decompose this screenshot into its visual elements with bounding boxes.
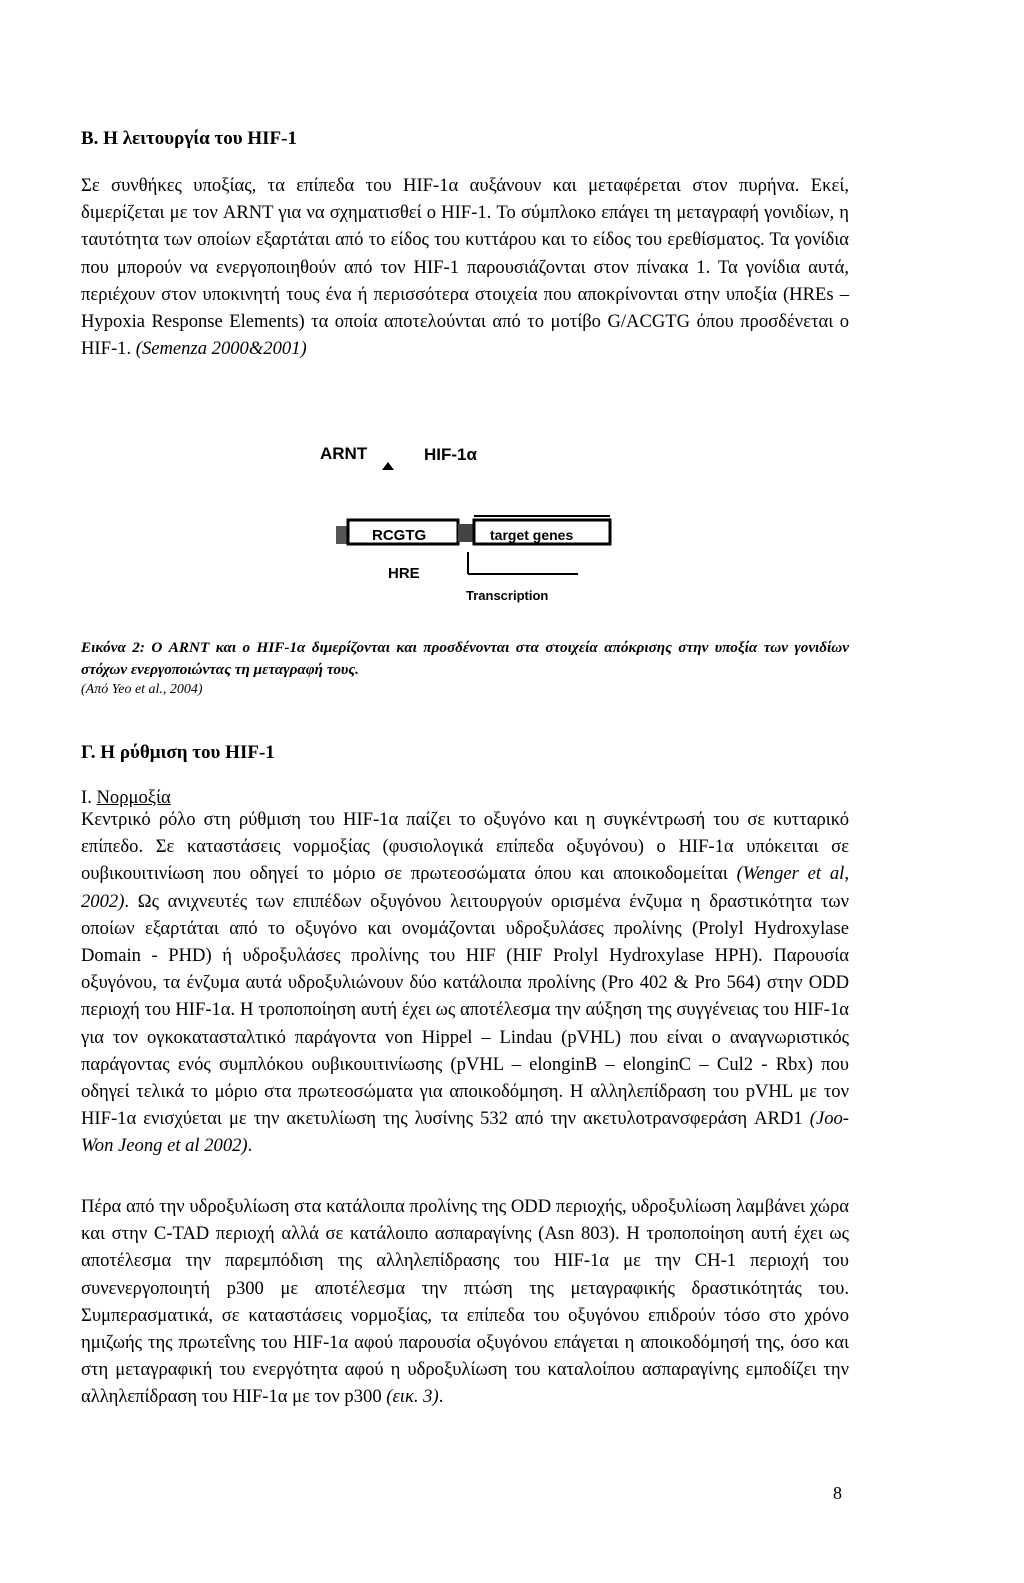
arnt-label: ARNT xyxy=(320,444,368,463)
caption-text: Ο ARNT και ο HIF-1α διμερίζονται και προσδένονται στα στοιχεία απόκρισης στην υποξία των γονιδίων στόχων ενεργοποιώντας τη μεταγραφή τους. xyxy=(81,639,849,678)
transcription-label: Transcription xyxy=(466,588,549,603)
figure-svg xyxy=(300,432,640,612)
citation: (Wenger et al, 2002) xyxy=(81,863,849,912)
figure-reference: (εικ. 3) xyxy=(386,1386,439,1408)
paragraph-text: Κεντρικό ρόλο στη ρύθμιση του HIF-1α παίζει το οξυγόνο και η συγκέντρωσή του σε κυτταρικό επίπεδο. Σε καταστάσεις νορμοξίας (φυσιολογικά επίπεδα οξυγόνου) ο HIF-1α υπόκειται σε ουβικουιτινίωση που οδηγεί το μόριο σε πρωτεοσώματα όπου και αποικοδομείται xyxy=(81,809,849,885)
subsection-name: Νορμοξία xyxy=(96,787,171,808)
dimer-mark-icon xyxy=(382,462,394,470)
section-b-heading: Β. Η λειτουργία του HIF-1 xyxy=(81,128,297,149)
paragraph-text: . Ως ανιχνευτές των επιπέδων οξυγόνου λειτουργούν ορισμένα ένζυμα η δραστικότητα των οποίων εξαρτάται από το οξυγόνο και ονομάζονται υδροξυλάσες προλίνης (Prolyl Hydroxylase Domain - PHD) ή υδροξυλάσες προλίνης του HIF (HIF Prolyl Hydroxylase HPH). Παρουσία οξυγόνου, τα ένζυμα αυτά υδροξυλιώνουν δύο κατάλοιπα προλίνης (Pro 402 & Pro 564) στην ODD περιοχή του HIF-1α. Η τροποποίηση αυτή έχει ως αποτέλεσμα την αύξηση της συγγένειας του HIF-1α για τον ογκοκατασταλτικό παράγοντα von Hippel – Lindau (pVHL) που είναι ο αναγνωριστικός παράγοντας ενός συμπλόκου ουβικουιτινίωσης (pVHL – elonginB – elonginC – Cul2 - Rbx) που οδηγεί τελικά το μόριο στα πρωτεοσώματα για αποικοδόμηση. Η αλληλεπίδραση του pVHL με τον HIF-1α ενισχύεται με την ακετυλίωση της λυσίνης 532 από την ακετυλοτρανσφεράση ARD1 xyxy=(81,890,849,1130)
section-c-paragraph-1 xyxy=(81,806,849,1160)
hre-label: HRE xyxy=(388,565,420,582)
page-number: 8 xyxy=(833,1483,842,1503)
section-b-paragraph xyxy=(81,172,849,362)
citation: (Joo-Won Jeong et al 2002) xyxy=(81,1108,849,1157)
dna-block-left xyxy=(336,526,348,544)
caption-label: Εικόνα 2: xyxy=(81,639,145,656)
paragraph-text: Σε συνθήκες υποξίας, τα επίπεδα του HIF-1α αυξάνουν και μεταφέρεται στον πυρήνα. Εκεί, διμερίζεται με τον ARNT για να σχηματισθεί ο HIF-1. Το σύμπλοκο επάγει τη μεταγραφή γονιδίων, η ταυτότητα των οποίων εξαρτάται από το είδος του κυττάρου και το είδος του ερεθίσματος. Τα γονίδια που μπορούν να ενεργοποιηθούν από τον HIF-1 παρουσιάζονται στον πίνακα 1. Τα γονίδια αυτά, περιέχουν στον υποκινητή τους ένα ή περισσότερα στοιχεία που αποκρίνονται στην υποξία (HREs – Hypoxia Response Elements) τα οποία αποτελούνται από το μοτίβο G/ACGTG όπου προσδένεται ο HIF-1. xyxy=(81,175,849,360)
citation: (Semenza 2000&2001) xyxy=(135,338,307,360)
figure-hif-diagram xyxy=(300,432,640,612)
subsection-number: Ι. xyxy=(81,787,97,808)
section-c-heading: Γ. Η ρύθμιση του HIF-1 xyxy=(81,742,275,763)
target-genes-label: target genes xyxy=(490,527,574,543)
caption-source: (Από Yeo et al., 2004) xyxy=(81,682,203,697)
section-c-paragraph-2 xyxy=(81,1193,849,1411)
hif-label: HIF-1α xyxy=(424,445,477,464)
dna-block-mid xyxy=(458,524,474,542)
rcgtg-label: RCGTG xyxy=(372,527,427,544)
paragraph-text: . xyxy=(247,1135,253,1157)
figure-caption xyxy=(81,637,849,681)
paragraph-text: . xyxy=(438,1386,444,1408)
paragraph-text: Πέρα από την υδροξυλίωση στα κατάλοιπα προλίνης της ODD περιοχής, υδροξυλίωση λαμβάνει χώρα και στην C-TAD περιοχή αλλά σε κατάλοιπο ασπαραγίνης (Asn 803). Η τροποποίηση αυτή έχει ως αποτέλεσμα την παρεμπόδιση της αλληλεπίδρασης του HIF-1α με την CH-1 περιοχή του συνενεργοποιητή p300 με αποτέλεσμα την πτώση της μεταγραφικής δραστικότητάς του. Συμπερασματικά, σε καταστάσεις νορμοξίας, τα επίπεδα του οξυγόνου επιδρούν τόσο στο χρόνο ημιζωής της πρωτεΐνης του HIF-1α αφού παρουσία οξυγόνου επάγεται η αποικοδόμησή της, όσο και στη μεταγραφική του ενεργότητα αφού η υδροξυλίωση του καταλοίπου ασπαραγίνης εμποδίζει την αλληλεπίδραση του HIF-1α με τον p300 xyxy=(81,1196,849,1408)
